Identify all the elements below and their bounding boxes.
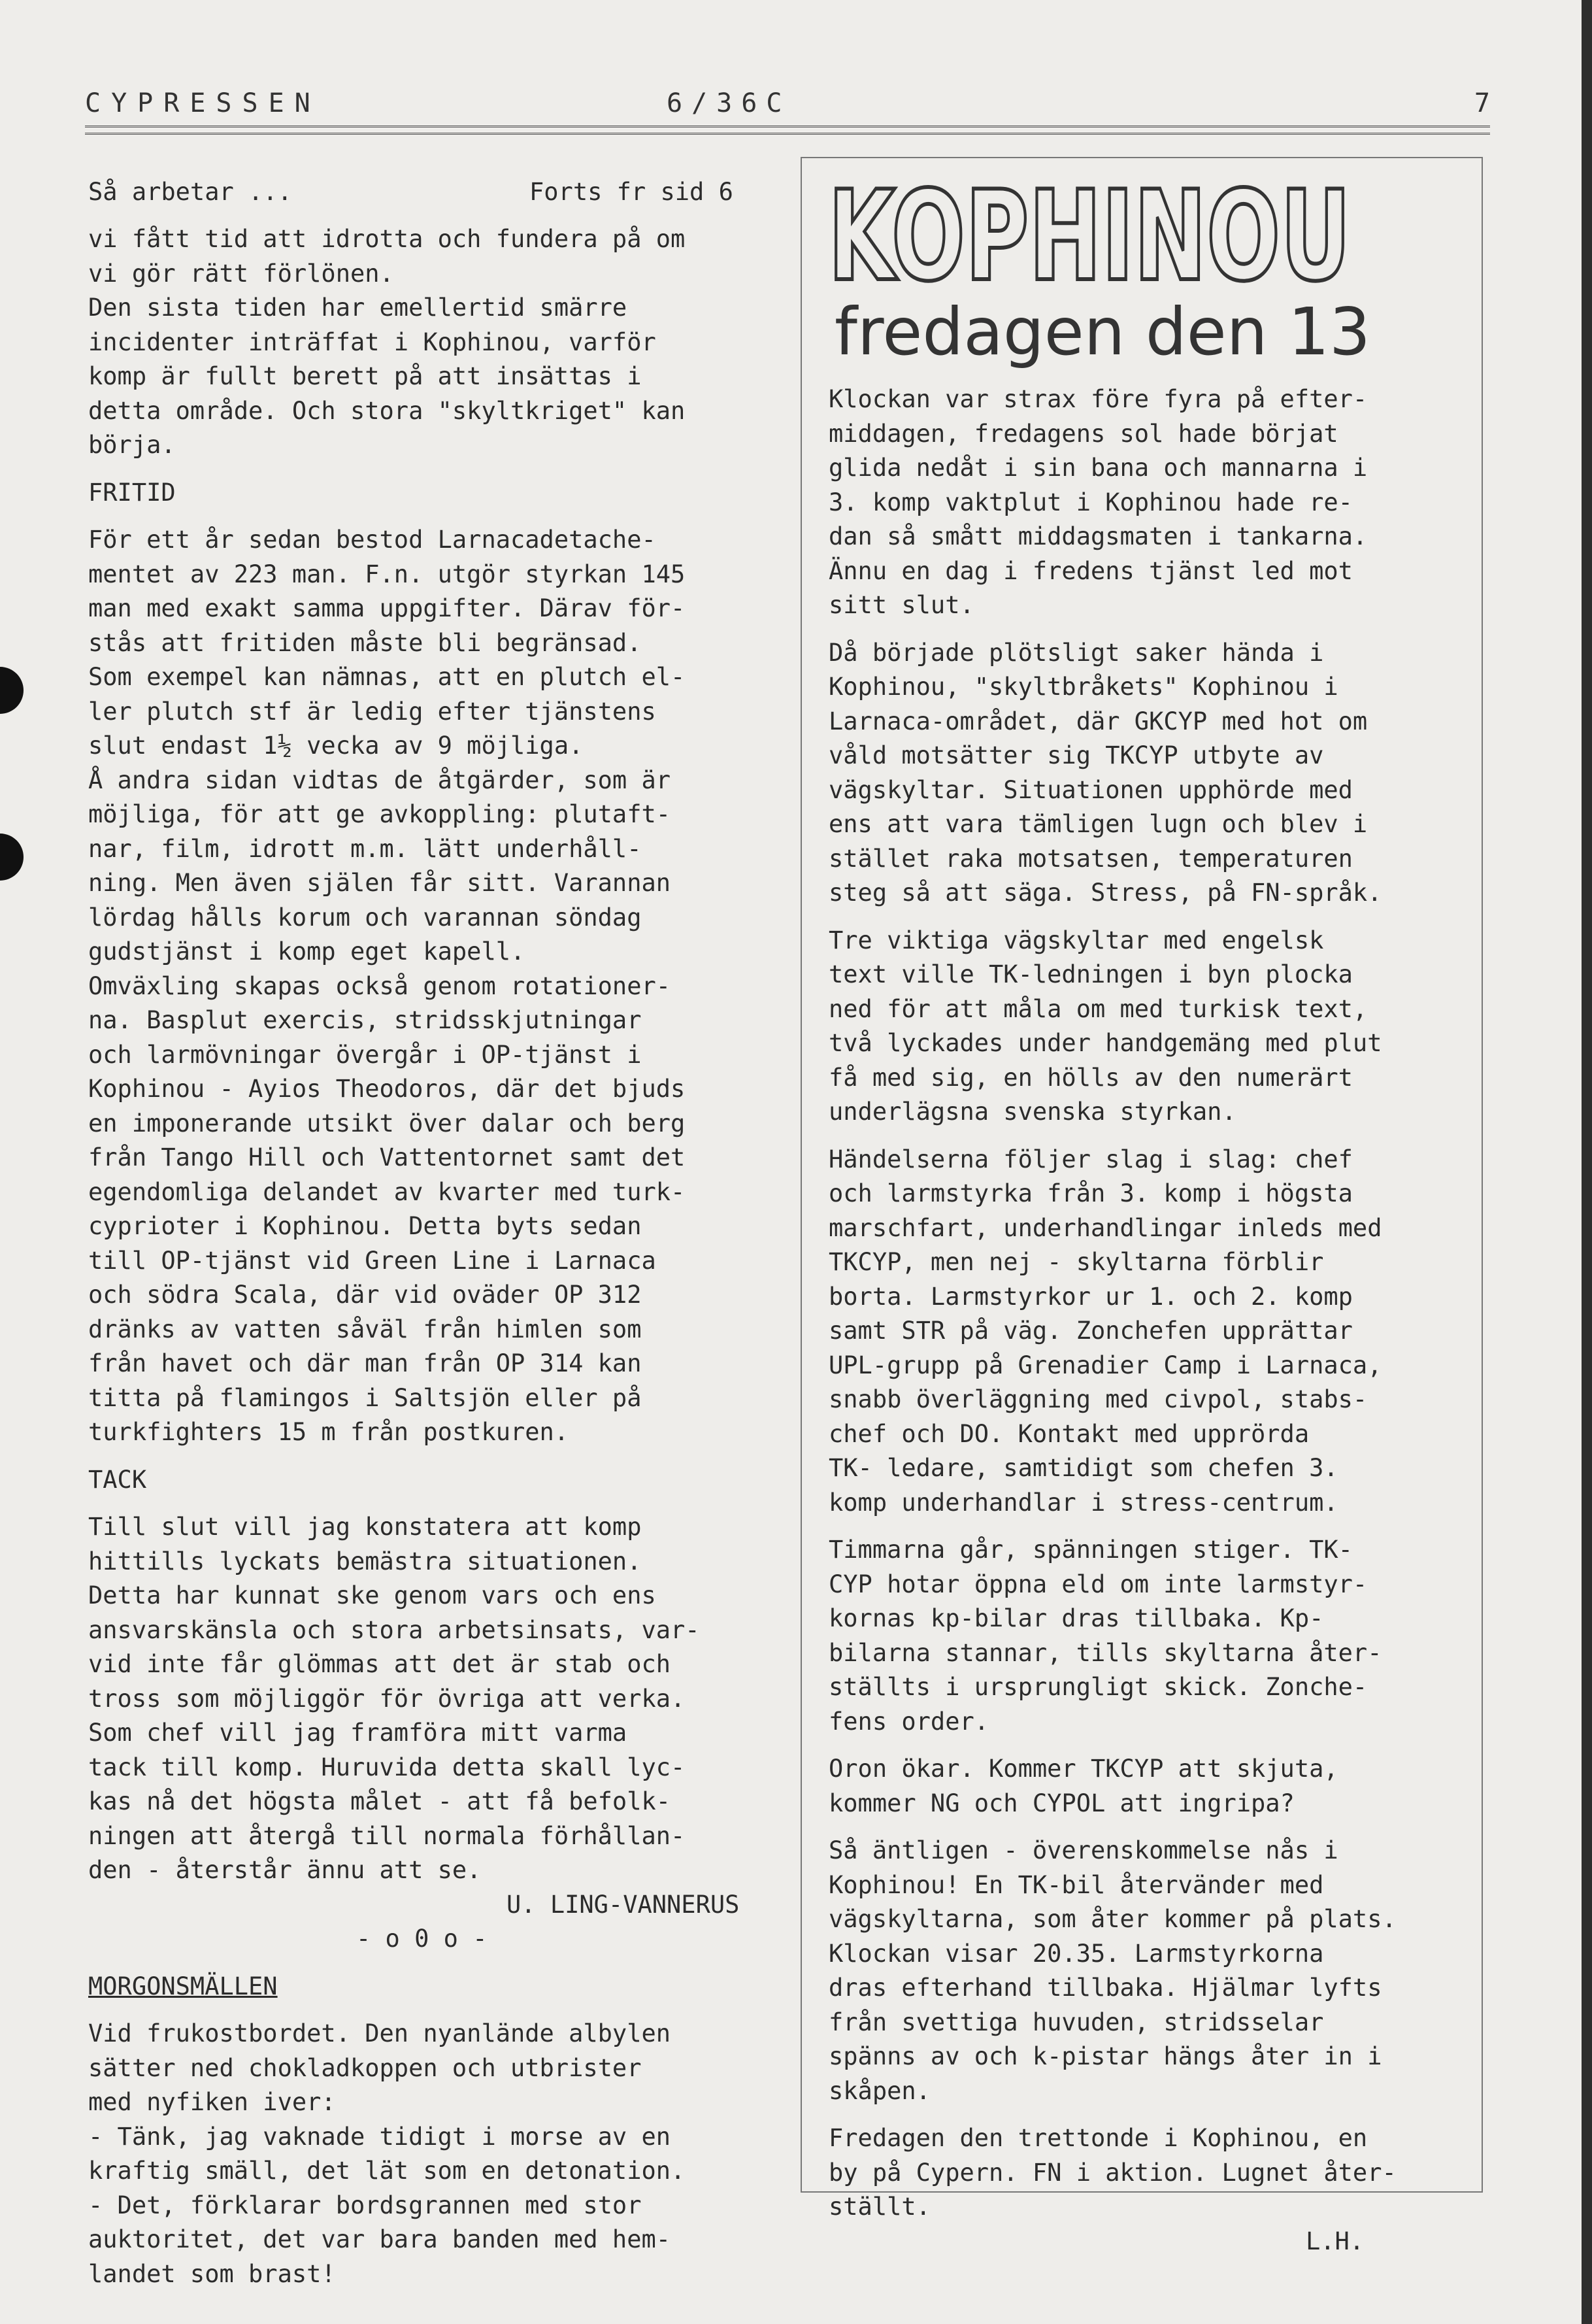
text-line: från svettiga huvuden, stridsselar [829,2008,1324,2036]
text-line: cyprioter i Kophinou. Detta byts sedan [88,1212,642,1240]
text-line: ning. Men även själen får sitt. Varannan [88,869,671,897]
text-line: dränks av vatten såväl från himlen som [88,1315,642,1343]
text-line: Den sista tiden har emellertid smärre [88,294,627,322]
text-line: man med exakt samma uppgifter. Därav för- [88,594,686,622]
text-line: na. Basplut exercis, stridsskjutningar [88,1006,642,1034]
text-line: tack till komp. Huruvida detta skall lyc- [88,1753,686,1781]
text-line: Händelserna följer slag i slag: chef [829,1145,1353,1173]
text-line: en imponerande utsikt över dalar och berg [88,1109,686,1137]
text-line: med nyfiken iver: [88,2088,336,2116]
text-line: möjliga, för att ge avkoppling: plutaft- [88,800,671,828]
text-line: - Det, förklarar bordsgrannen med stor [88,2191,642,2219]
text-line: ställts i ursprungligt skick. Zonche- [829,1673,1368,1701]
text-line: den - återstår ännu att se. [88,1856,482,1884]
text-line: vid inte får glömmas att det är stab och [88,1650,671,1678]
text-line: från havet och där man från OP 314 kan [88,1349,642,1377]
text-line: Som exempel kan nämnas, att en plutch el- [88,663,686,691]
text-line: Fredagen den trettonde i Kophinou, en [829,2124,1368,2152]
text-line: Till slut vill jag konstatera att komp [88,1513,642,1541]
text-line: Kophinou - Ayios Theodoros, där det bjuds [88,1075,686,1103]
paragraph-tack [88,1510,801,1888]
text-line: titta på flamingos i Saltsjön eller på [88,1383,642,1412]
text-line: gudstjänst i komp eget kapell. [88,937,525,966]
text-line: 3. komp vaktplut i Kophinou hade re- [829,488,1353,516]
text-line: ned för att måla om med turkisk text, [829,994,1368,1023]
text-line: marschfart, underhandlingar inleds med [829,1213,1382,1242]
text-line: Tre viktiga vägskyltar med engelsk [829,926,1324,954]
text-line: två lyckades under handgemäng med plut [829,1029,1382,1057]
text-line: Ännu en dag i fredens tjänst led mot [829,556,1353,585]
text-line: Kophinou! En TK-bil återvänder med [829,1870,1324,1899]
text-line: våld motsätter sig TKCYP utbyte av [829,741,1324,769]
text-line: TK- ledare, samtidigt som chefen 3. [829,1454,1338,1482]
issue-number: 6/36C [667,88,791,118]
headline-subtitle: fredagen den 13 [835,294,1370,370]
scan-edge [1582,0,1592,2324]
right-column [829,382,1476,2259]
article-paragraph [829,636,1476,911]
text-line: ställt. [829,2193,931,2221]
text-line: För ett år sedan bestod Larnacadetache- [88,526,656,554]
text-line: vi gör rätt förlönen. [88,259,394,288]
text-line: och södra Scala, där vid oväder OP 312 [88,1281,642,1309]
text-line: Å andra sidan vidtas de åtgärder, som är [88,766,671,794]
text-line: CYP hotar öppna eld om inte larmstyr- [829,1570,1368,1598]
text-line: slut endast 1½ vecka av 9 möjliga. [88,732,584,760]
text-line: börja. [88,431,176,459]
text-line: komp är fullt berett på att insättas i [88,362,642,390]
text-line: ansvarskänsla och stora arbetsinsats, var- [88,1615,700,1644]
text-line: dan så smått middagsmaten i tankarna. [829,522,1368,550]
text-line: spänns av och k-pistar hängs åter in i [829,2042,1382,2070]
text-line: Detta har kunnat ske genom vars och ens [88,1581,656,1609]
text-line: turkfighters 15 m från postkuren. [88,1418,569,1446]
paragraph-intro [88,222,801,463]
text-line: incidenter inträffat i Kophinou, varför [88,328,656,356]
section-heading-fritid: FRITID [88,478,176,507]
article-paragraph [829,924,1476,1130]
text-line: Larnaca-området, där GKCYP med hot om [829,707,1368,735]
text-line: Oron ökar. Kommer TKCYP att skjuta, [829,1755,1338,1783]
text-line: nar, film, idrott m.m. lätt underhåll- [88,834,642,863]
text-line: detta område. Och stora "skyltkriget" kan [88,396,686,425]
newsletter-name: CYPRESSEN [85,88,321,118]
text-line: middagen, fredagens sol hade börjat [829,419,1338,448]
text-line: chef och DO. Kontakt med upprörda [829,1419,1310,1448]
text-line: stås att fritiden måste bli begränsad. [88,628,642,657]
text-line: Som chef vill jag framföra mitt varma [88,1719,627,1747]
text-line: ens att vara tämligen lugn och blev i [829,810,1368,838]
article-paragraph [829,382,1476,623]
text-line: Kophinou, "skyltbråkets" Kophinou i [829,673,1338,701]
article-paragraph [829,1533,1476,1739]
text-line: sitt slut. [829,591,974,619]
header-rule [85,126,1490,135]
continuation-line [88,175,801,209]
text-line: komp underhandlar i stress-centrum. [829,1488,1338,1517]
text-line: kas nå det högsta målet - att få befolk- [88,1787,671,1815]
text-line: ler plutch stf är ledig efter tjänstens [88,697,656,726]
text-line: till OP-tjänst vid Green Line i Larnaca [88,1246,656,1275]
text-line: vägskyltarna, som åter kommer på plats. [829,1905,1397,1933]
article-paragraph [829,1143,1476,1521]
article-paragraph [829,2121,1476,2225]
text-line: underlägsna svenska styrkan. [829,1098,1236,1126]
text-line: mentet av 223 man. F.n. utgör styrkan 145 [88,560,686,588]
page-header [85,88,1490,121]
text-line: vägskyltar. Situationen upphörde med [829,775,1353,804]
text-line: egendomliga delandet av kvarter med turk- [88,1177,686,1206]
section-heading-tack: TACK [88,1465,147,1494]
text-line: ningen att återgå till normala förhållan- [88,1821,686,1850]
text-line: stället raka motsatsen, temperaturen [829,844,1353,873]
article-paragraph [829,1752,1476,1821]
text-line: Omväxling skapas också genom rotationer- [88,971,671,1000]
text-line: lördag hålls korum och varannan söndag [88,903,642,932]
text-line: Då började plötsligt saker hända i [829,638,1324,667]
text-line: sätter ned chokladkoppen och utbrister [88,2053,642,2082]
text-line: Så äntligen - överenskommelse nås i [829,1836,1338,1864]
author-signature: L.H. [1306,2227,1365,2255]
punch-hole [0,667,24,714]
text-line: dras efterhand tillbaka. Hjälmar lyfts [829,1974,1382,2002]
text-line: auktoritet, det var bara banden med hem- [88,2225,671,2253]
text-line: och larmstyrka från 3. komp i högsta [829,1179,1353,1207]
text-line: borta. Larmstyrkor ur 1. och 2. komp [829,1282,1353,1311]
text-line: Klockan visar 20.35. Larmstyrkorna [829,1939,1324,1968]
text-line: kornas kp-bilar dras tillbaka. Kp- [829,1604,1324,1632]
text-line: text ville TK-ledningen i byn plocka [829,960,1353,988]
article-title: Så arbetar ... [88,178,292,206]
author-signature: U. LING-VANNERUS [506,1890,740,1919]
text-line: tross som möjliggör för övriga att verka. [88,1684,686,1713]
text-line: Vid frukostbordet. Den nyanlände albylen [88,2019,671,2047]
text-line: fens order. [829,1707,989,1736]
text-line: och larmövningar övergår i OP-tjänst i [88,1040,642,1069]
text-line: UPL-grupp på Grenadier Camp i Larnaca, [829,1351,1382,1379]
text-line: kommer NG och CYPOL att ingripa? [829,1789,1295,1817]
section-heading-morgonsmallen: MORGONSMÄLLEN [88,1972,278,2000]
section-separator: - o 0 o - [356,1925,488,1953]
text-line: vi fått tid att idrotta och fundera på om [88,225,686,253]
text-line: hittills lyckats bemästra situationen. [88,1547,642,1575]
paragraph-fritid [88,523,801,1450]
punch-hole [0,834,24,881]
text-line: från Tango Hill och Vattentornet samt det [88,1143,686,1171]
text-line: bilarna stannar, tills skyltarna åter- [829,1638,1382,1667]
text-line: samt STR på väg. Zonchefen upprättar [829,1317,1353,1345]
left-column [88,175,801,2291]
text-line: landet som brast! [88,2259,336,2288]
headline-title: KOPHINOU [828,164,1351,309]
text-line: Timmarna går, spänningen stiger. TK- [829,1536,1353,1564]
text-line: kraftig smäll, det lät som en detonation. [88,2157,686,2185]
page-number: 7 [1474,88,1490,118]
text-line: by på Cypern. FN i aktion. Lugnet åter- [829,2158,1397,2187]
text-line: få med sig, en hölls av den numerärt [829,1063,1353,1092]
article-paragraph [829,1834,1476,2108]
paragraph-morgonsmallen [88,2017,801,2291]
text-line: Klockan var strax före fyra på efter- [829,385,1368,413]
text-line: glida nedåt i sin bana och mannarna i [829,454,1368,482]
text-line: steg så att säga. Stress, på FN-språk. [829,879,1382,907]
text-line: skåpen. [829,2076,931,2105]
text-line: - Tänk, jag vaknade tidigt i morse av en [88,2122,671,2151]
text-line: snabb överläggning med civpol, stabs- [829,1385,1368,1413]
hand-drawn-headline [802,158,1482,374]
text-line: TKCYP, men nej - skyltarna förblir [829,1248,1324,1276]
continued-from: Forts fr sid 6 [529,178,733,206]
